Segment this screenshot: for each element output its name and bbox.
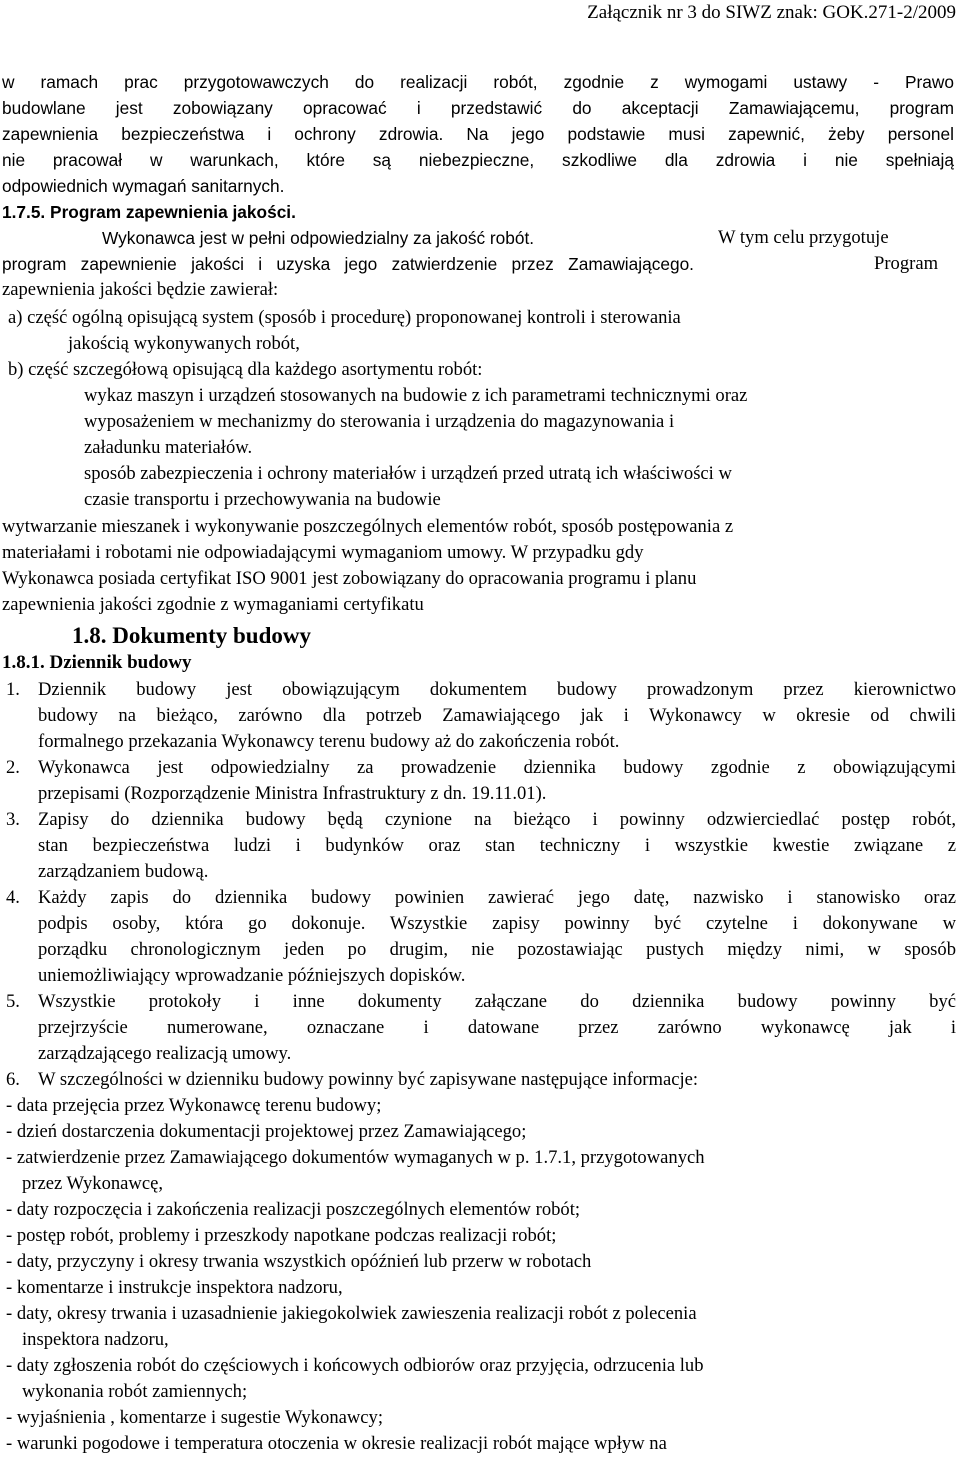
- dash-item: - dzień dostarczenia dokumentacji projektowej przez Zamawiającego;: [6, 1121, 527, 1142]
- paragraph-text: Program: [874, 253, 939, 274]
- list-number: 3.: [6, 809, 20, 830]
- dash-item: - wyjaśnienia , komentarze i sugestie Wykonawcy;: [6, 1407, 384, 1428]
- list-item-b-sub: czasie transportu i przechowywania na budowie: [84, 489, 441, 510]
- list-item-text: budowy na bieżąco, zarówno dla potrzeb Zamawiającego jak i Wykonawcy w okresie od chwili: [38, 705, 956, 726]
- list-item-text: Wykonawca jest odpowiedzialny za prowadzenie dziennika budowy zgodnie z obowiązującymi: [38, 757, 956, 778]
- dash-item: - zatwierdzenie przez Zamawiającego dokumentów wymaganych w p. 1.7.1, przygotowanych: [6, 1147, 705, 1168]
- dash-item: przez Wykonawcę,: [22, 1173, 164, 1194]
- dash-item: inspektora nadzoru,: [22, 1329, 169, 1350]
- list-number: 4.: [6, 887, 20, 908]
- list-number: 1.: [6, 679, 20, 700]
- list-item-b-sub: wyposażeniem w mechanizmy do sterowania i urządzenia do magazynowania i: [84, 411, 675, 432]
- list-item-text: Zapisy do dziennika budowy będą czynione na bieżąco i powinny odzwierciedlać postęp robót,: [38, 809, 956, 830]
- dash-item: - postęp robót, problemy i przeszkody napotkane podczas realizacji robót;: [6, 1225, 557, 1246]
- list-item-text: formalnego przekazania Wykonawcy terenu budowy aż do zakończenia robót.: [38, 731, 620, 752]
- intro-line: zapewnienia bezpieczeństwa i ochrony zdrowia. Na jego podstawie musi zapewnić, żeby personel: [2, 124, 954, 144]
- list-item-text: przejrzyście numerowane, oznaczane i datowane przez zarówno wykonawcę jak i: [38, 1017, 956, 1038]
- list-item-b-sub: wykaz maszyn i urządzeń stosowanych na budowie z ich parametrami technicznymi oraz: [84, 385, 748, 406]
- intro-line: odpowiednich wymagań sanitarnych.: [2, 176, 285, 196]
- intro-line: nie pracował w warunkach, które są niebezpieczne, szkodliwe dla zdrowia i nie spełniają: [2, 150, 954, 170]
- list-item-text: stan bezpieczeństwa ludzi i budynków oraz stan techniczny i wszystkie kwestie związane z: [38, 835, 956, 856]
- dash-item: - komentarze i instrukcje inspektora nadzoru,: [6, 1277, 343, 1298]
- dash-item: - daty zgłoszenia robót do częściowych i końcowych odbiorów oraz przyjęcia, odrzucenia lub: [6, 1355, 704, 1376]
- section-heading-1-8-1: 1.8.1. Dziennik budowy: [2, 652, 192, 673]
- list-number: 2.: [6, 757, 20, 778]
- paragraph-text: program zapewnienie jakości i uzyska jego zatwierdzenie przez Zamawiającego.: [2, 254, 694, 274]
- list-item-text: przepisami (Rozporządzenie Ministra Infrastruktury z dn. 19.11.01).: [38, 783, 547, 804]
- page-header: Załącznik nr 3 do SIWZ znak: GOK.271-2/2009: [587, 2, 956, 23]
- dash-item: - daty, przyczyny i okresy trwania wszystkich opóźnień lub przerw w robotach: [6, 1251, 592, 1272]
- dash-item: - data przejęcia przez Wykonawcę terenu budowy;: [6, 1095, 382, 1116]
- list-item-text: podpis osoby, która go dokonuje. Wszystkie zapisy powinny być czytelne i dokonywane w: [38, 913, 956, 934]
- dash-item: - daty rozpoczęcia i zakończenia realizacji poszczególnych elementów robót;: [6, 1199, 581, 1220]
- paragraph-text: zapewnienia jakości będzie zawierał:: [2, 279, 279, 300]
- list-item-b-sub: załadunku materiałów.: [84, 437, 253, 458]
- list-item-text: porządku chronologicznym jeden po drugim, nie pozostawiając pustych między nimi, w sposób: [38, 939, 956, 960]
- list-item-text: W szczególności w dzienniku budowy powinny być zapisywane następujące informacje:: [38, 1069, 699, 1090]
- paragraph-text: Wykonawca posiada certyfikat ISO 9001 jest zobowiązany do opracowania programu i planu: [2, 568, 697, 589]
- paragraph-text: W tym celu przygotuje: [718, 227, 889, 248]
- intro-line: w ramach prac przygotowawczych do realizacji robót, zgodnie z wymogami ustawy - Prawo: [2, 72, 954, 92]
- paragraph-text: Wykonawca jest w pełni odpowiedzialny za jakość robót.: [102, 228, 535, 248]
- dash-item: wykonania robót zamiennych;: [22, 1381, 248, 1402]
- list-item-text: zarządzaniem budową.: [38, 861, 209, 882]
- list-item-a: jakością wykonywanych robót,: [68, 333, 300, 354]
- dash-item: - warunki pogodowe i temperatura otoczenia w okresie realizacji robót mające wpływ na: [6, 1433, 667, 1454]
- list-item-b-sub: sposób zabezpieczenia i ochrony materiałów i urządzeń przed utratą ich właściwości w: [84, 463, 732, 484]
- paragraph-text: zapewnienia jakości zgodnie z wymaganiami certyfikatu: [2, 594, 424, 615]
- section-heading-1-8: 1.8. Dokumenty budowy: [72, 623, 311, 648]
- list-item-text: Każdy zapis do dziennika budowy powinien zawierać jego datę, nazwisko i stanowisko oraz: [38, 887, 956, 908]
- paragraph-text: materiałami i robotami nie odpowiadającymi wymaganiom umowy. W przypadku gdy: [2, 542, 644, 563]
- list-number: 5.: [6, 991, 20, 1012]
- list-item-a: a) część ogólną opisującą system (sposób i procedurę) proponowanej kontroli i sterowania: [8, 307, 681, 328]
- list-number: 6.: [6, 1069, 20, 1090]
- section-heading-1-7-5: 1.7.5. Program zapewnienia jakości.: [2, 202, 296, 222]
- list-item-text: zarządzającego realizacją umowy.: [38, 1043, 292, 1064]
- intro-line: budowlane jest zobowiązany opracować i przedstawić do akceptacji Zamawiającemu, program: [2, 98, 954, 118]
- list-item-text: Dziennik budowy jest obowiązującym dokumentem budowy prowadzonym przez kierownictwo: [38, 679, 956, 700]
- list-item-b: b) część szczegółową opisującą dla każdego asortymentu robót:: [8, 359, 483, 380]
- list-item-text: Wszystkie protokoły i inne dokumenty załączane do dziennika budowy powinny być: [38, 991, 956, 1012]
- list-item-text: uniemożliwiający wprowadzanie późniejszych dopisków.: [38, 965, 466, 986]
- paragraph-text: wytwarzanie mieszanek i wykonywanie poszczególnych elementów robót, sposób postępowania z: [2, 516, 734, 537]
- dash-item: - daty, okresy trwania i uzasadnienie jakiegokolwiek zawieszenia realizacji robót z polecenia: [6, 1303, 697, 1324]
